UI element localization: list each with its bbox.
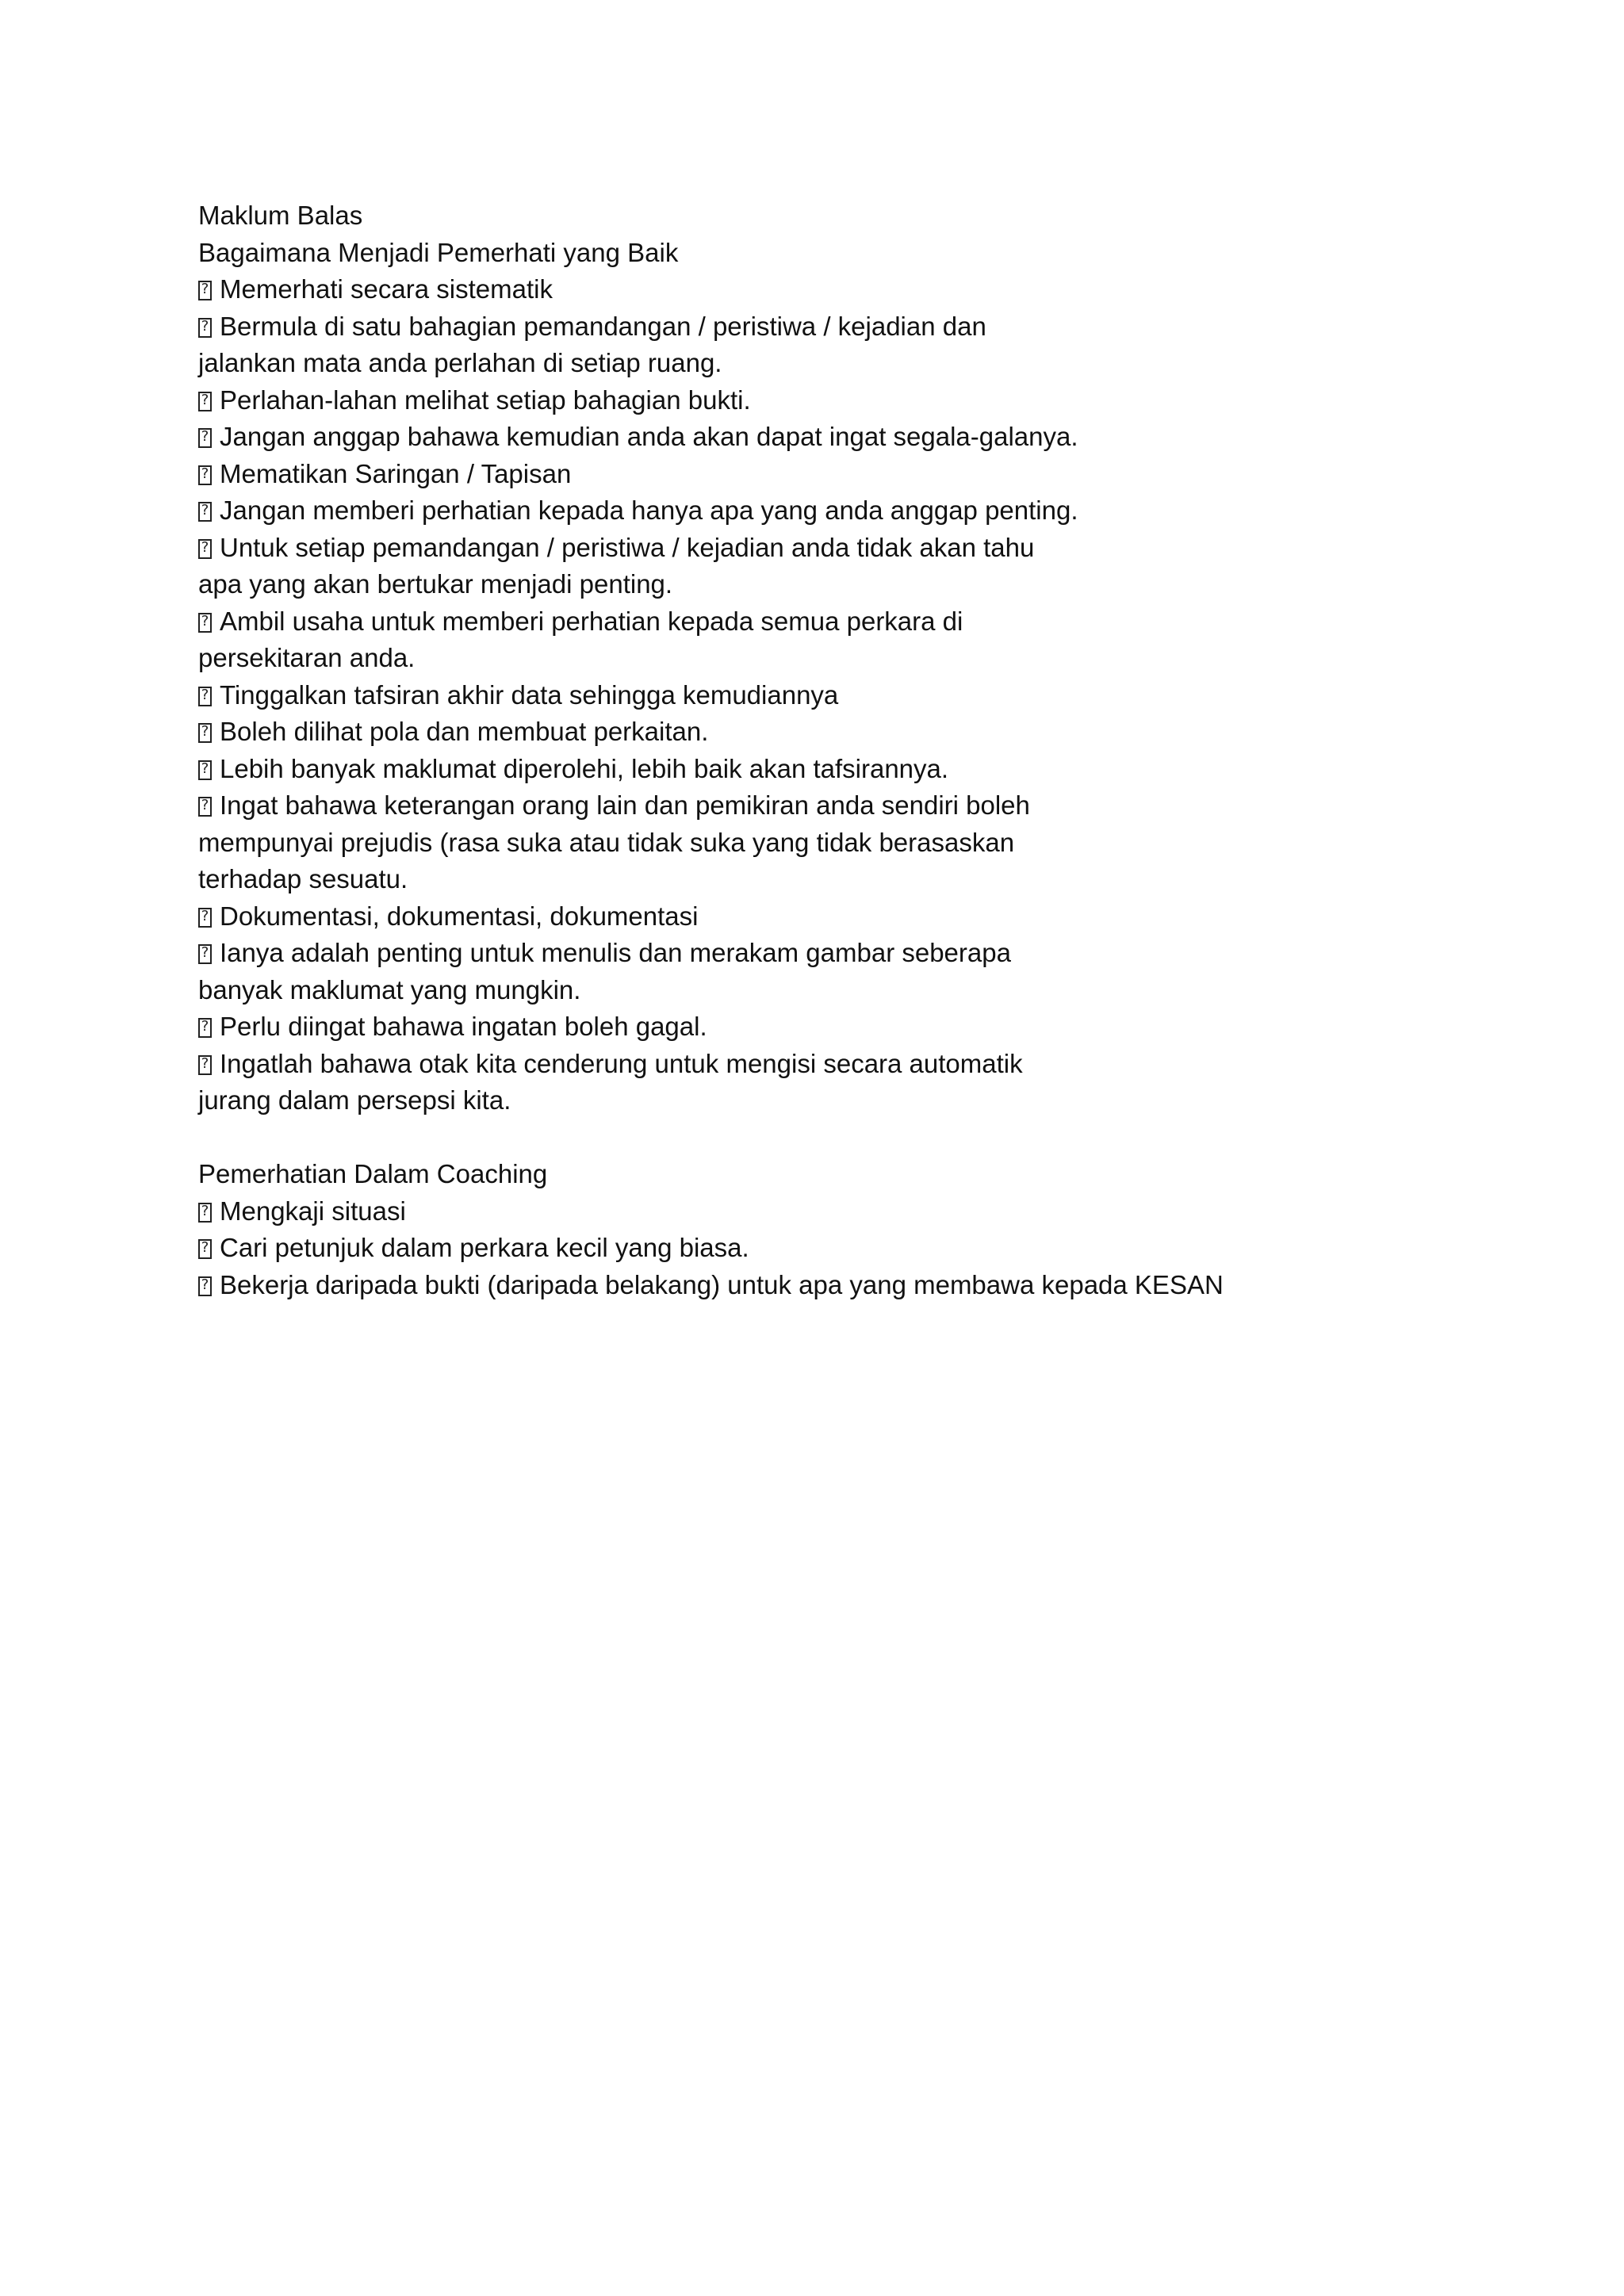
bullet-item [198, 419, 1546, 456]
bullet-text: Dokumentasi, dokumentasi, dokumentasi [220, 901, 699, 931]
paragraph-spacer [198, 1119, 1546, 1157]
bullet-text: Mematikan Saringan / Tapisan [220, 458, 572, 488]
bullet-item [198, 898, 1546, 936]
bullet-item [198, 271, 1546, 308]
bullet-text: Lebih banyak maklumat diperolehi, lebih baik akan tafsirannya. [220, 753, 949, 783]
bullet-text: Tinggalkan tafsiran akhir data sehingga kemudiannya [220, 679, 839, 710]
bullet-item-continuation [198, 640, 1546, 677]
missing-glyph-box-icon [198, 1276, 212, 1296]
bullet-item [198, 1267, 1546, 1304]
missing-glyph-box-icon [198, 1239, 212, 1259]
missing-glyph-box-icon [198, 687, 212, 706]
bullet-text: Ambil usaha untuk memberi perhatian kepada semua perkara di [220, 606, 963, 636]
bullet-text: Memerhati secara sistematik [220, 274, 553, 304]
bullet-text: apa yang akan bertukar menjadi penting. [198, 569, 673, 599]
bullet-text: banyak maklumat yang mungkin. [198, 974, 581, 1004]
bullet-text: Perlu diingat bahawa ingatan boleh gagal. [220, 1012, 707, 1041]
bullet-item [198, 787, 1546, 825]
bullet-item [198, 677, 1546, 714]
bullet-text: mempunyai prejudis (rasa suka atau tidak suka yang tidak berasaskan [198, 827, 1015, 857]
bullet-item [198, 751, 1546, 788]
bullet-item [198, 530, 1546, 567]
missing-glyph-box-icon [198, 281, 212, 300]
missing-glyph-box-icon [198, 908, 212, 928]
missing-glyph-box-icon [198, 723, 212, 743]
section-heading: Pemerhatian Dalam Coaching [198, 1159, 548, 1188]
missing-glyph-box-icon [198, 760, 212, 780]
bullet-item-continuation [198, 861, 1546, 898]
bullet-text: Jangan anggap bahawa kemudian anda akan dapat ingat segala-galanya. [220, 422, 1078, 451]
bullet-text: Ianya adalah penting untuk menulis dan merakam gambar seberapa [220, 938, 1011, 967]
bullet-item [198, 456, 1546, 493]
bullet-text: Jangan memberi perhatian kepada hanya apa yang anda anggap penting. [220, 496, 1078, 525]
missing-glyph-box-icon [198, 428, 212, 448]
bullet-text: Boleh dilihat pola dan membuat perkaitan. [220, 717, 709, 746]
bullet-item [198, 1046, 1546, 1083]
bullet-item [198, 1193, 1546, 1230]
bullet-item [198, 382, 1546, 419]
document-body [198, 197, 1546, 1303]
bullet-text: Ingat bahawa keterangan orang lain dan pemikiran anda sendiri boleh [220, 790, 1030, 820]
bullet-text: Mengkaji situasi [220, 1196, 406, 1226]
missing-glyph-box-icon [198, 1018, 212, 1038]
bullet-item [198, 714, 1546, 751]
missing-glyph-box-icon [198, 539, 212, 559]
missing-glyph-box-icon [198, 1055, 212, 1075]
bullet-text: Ingatlah bahawa otak kita cenderung untuk mengisi secara automatik [220, 1048, 1023, 1078]
missing-glyph-box-icon [198, 613, 212, 633]
bullet-text: Bermula di satu bahagian pemandangan / peristiwa / kejadian dan [220, 311, 986, 341]
bullet-text: Untuk setiap pemandangan / peristiwa / kejadian anda tidak akan tahu [220, 532, 1035, 562]
bullet-item-continuation [198, 566, 1546, 603]
bullet-text: Bekerja daripada bukti (daripada belakang) untuk apa yang membawa kepada KESAN [220, 1269, 1224, 1299]
missing-glyph-box-icon [198, 944, 212, 964]
missing-glyph-box-icon [198, 797, 212, 817]
bullet-item-continuation [198, 1082, 1546, 1119]
bullet-item-continuation [198, 972, 1546, 1009]
document-heading: Maklum Balas [198, 201, 363, 230]
bullet-item [198, 492, 1546, 530]
bullet-item-continuation [198, 345, 1546, 382]
missing-glyph-box-icon [198, 392, 212, 411]
missing-glyph-box-icon [198, 502, 212, 522]
bullet-item [198, 1230, 1546, 1267]
bullet-item-continuation [198, 825, 1546, 862]
bullet-text: terhadap sesuatu. [198, 864, 408, 894]
missing-glyph-box-icon [198, 1203, 212, 1223]
section-1-list [198, 271, 1546, 1119]
missing-glyph-box-icon [198, 318, 212, 338]
bullet-text: jurang dalam persepsi kita. [198, 1085, 511, 1115]
bullet-item [198, 603, 1546, 641]
bullet-text: persekitaran anda. [198, 643, 416, 672]
bullet-item [198, 935, 1546, 972]
section-2-list [198, 1193, 1546, 1304]
section-heading: Bagaimana Menjadi Pemerhati yang Baik [198, 237, 679, 267]
missing-glyph-box-icon [198, 465, 212, 485]
bullet-item [198, 1008, 1546, 1046]
bullet-item [198, 308, 1546, 346]
bullet-text: jalankan mata anda perlahan di setiap ruang. [198, 348, 722, 377]
bullet-text: Perlahan-lahan melihat setiap bahagian bukti. [220, 385, 751, 415]
bullet-text: Cari petunjuk dalam perkara kecil yang biasa. [220, 1233, 749, 1262]
